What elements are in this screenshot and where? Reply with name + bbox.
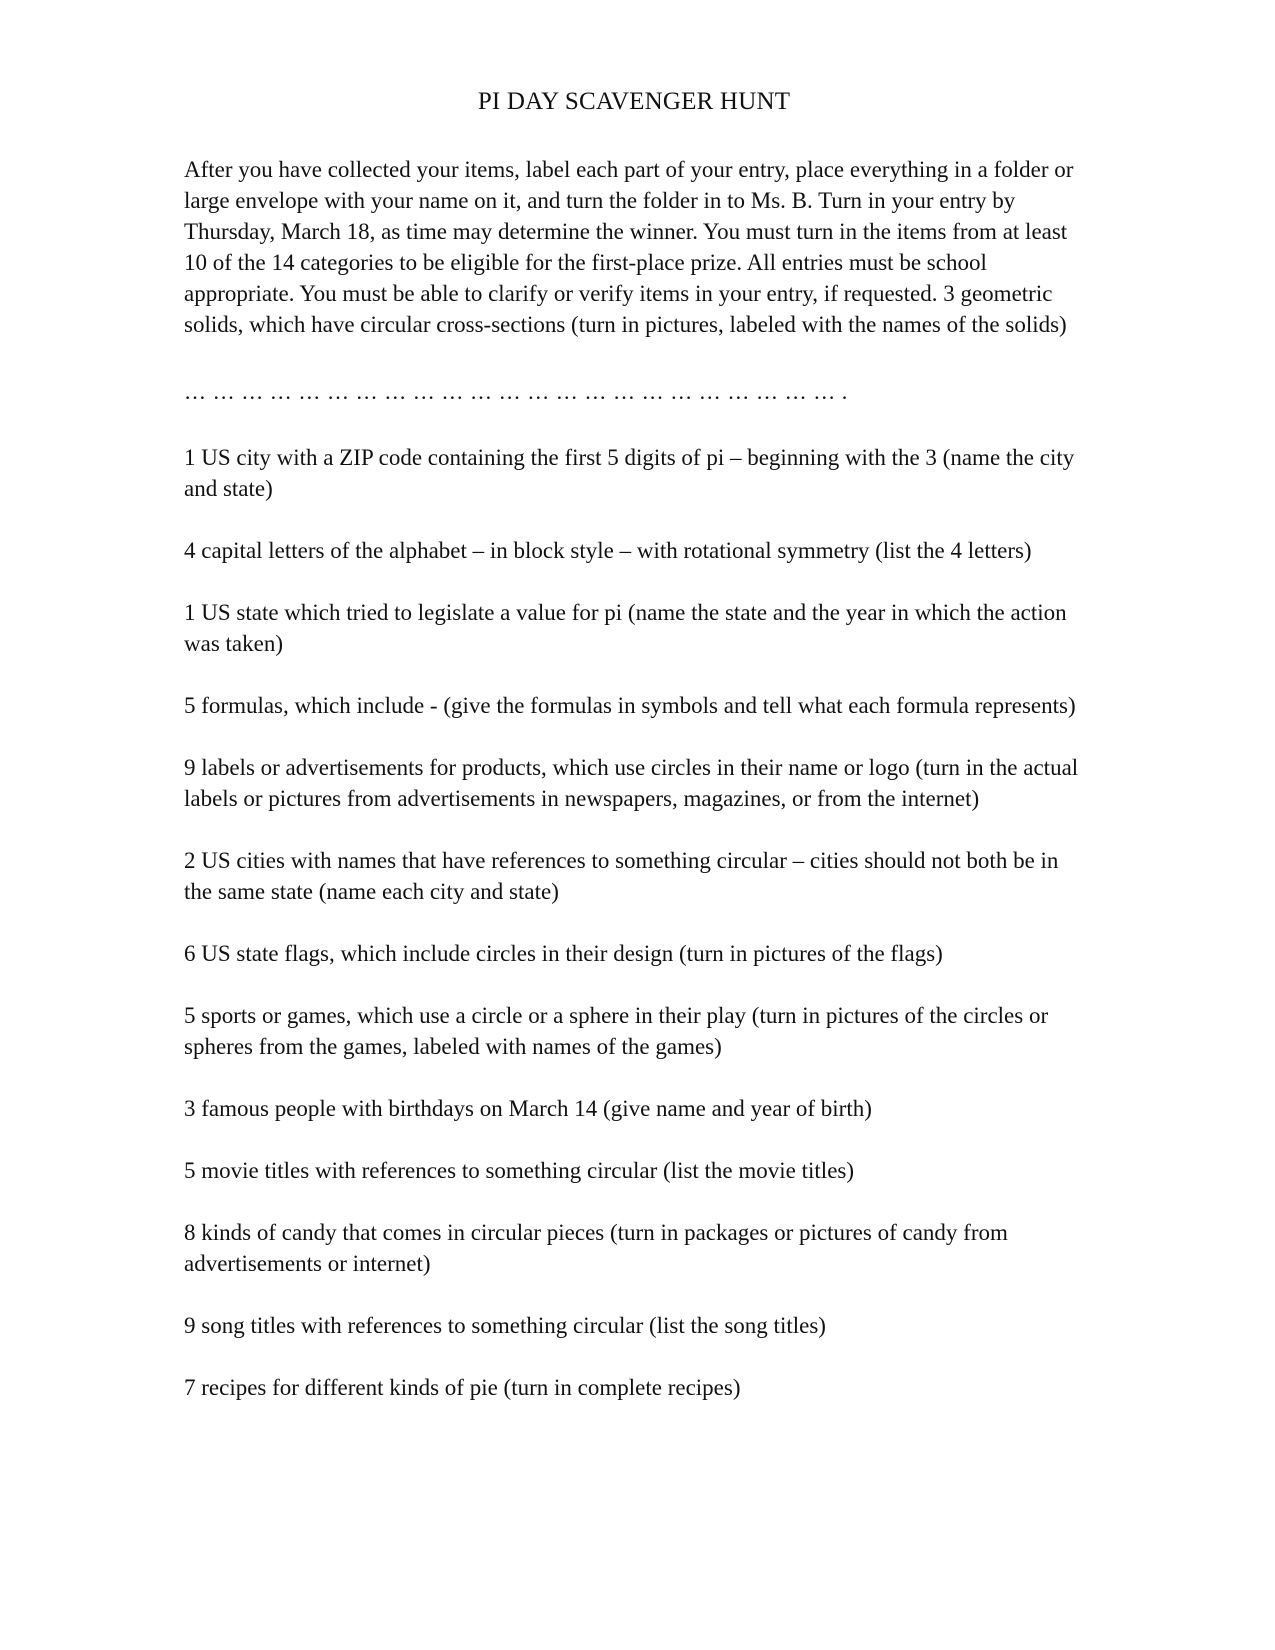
category-list: [184, 442, 1084, 1434]
intro-paragraph: After you have collected your items, label each part of your entry, place everything in a folder or large envelope with your name on it, and turn the folder in to Ms. B. Turn in your entry by Thursday, March 18, as time may determine the winner. You must turn in the items from at least 10 of the 14 categories to be eligible for the first-place prize. All entries must be school appropriate. You must be able to clarify or verify items in your entry, if requested. 3 geometric solids, which have circular cross-sections (turn in pictures, labeled with the names of the solids): [184, 157, 1074, 337]
list-item: 7 recipes for different kinds of pie (turn in complete recipes): [184, 1375, 741, 1400]
list-item: 5 movie titles with references to something circular (list the movie titles): [184, 1158, 855, 1183]
list-item: 9 song titles with references to something circular (list the song titles): [184, 1313, 826, 1338]
document-title: PI DAY SCAVENGER HUNT: [477, 88, 791, 115]
list-item: 4 capital letters of the alphabet – in block style – with rotational symmetry (list the 4 letters): [184, 538, 1032, 563]
list-item: 2 US cities with names that have references to something circular – cities should not both be in the same state (name each city and state): [184, 848, 1059, 904]
list-item: 5 sports or games, which use a circle or a sphere in their play (turn in pictures of the circles or spheres from the games, labeled with names of the games): [184, 1003, 1049, 1059]
list-item: 5 formulas, which include - (give the formulas in symbols and tell what each formula represents): [184, 693, 1076, 718]
list-item: 8 kinds of candy that comes in circular pieces (turn in packages or pictures of candy from advertisements or internet): [184, 1220, 1008, 1276]
list-item: 9 labels or advertisements for products, which use circles in their name or logo (turn in the actual labels or pictures from advertisements in newspapers, magazines, or from the internet): [184, 755, 1079, 811]
list-item: 1 US city with a ZIP code containing the first 5 digits of pi – beginning with the 3 (name the city and state): [184, 445, 1075, 501]
list-item: 1 US state which tried to legislate a value for pi (name the state and the year in which the action was taken): [184, 600, 1067, 656]
dotted-separator: …………………………………………………………….: [184, 382, 854, 402]
list-item: 3 famous people with birthdays on March 14 (give name and year of birth): [184, 1096, 872, 1121]
list-item: 6 US state flags, which include circles in their design (turn in pictures of the flags): [184, 941, 943, 966]
